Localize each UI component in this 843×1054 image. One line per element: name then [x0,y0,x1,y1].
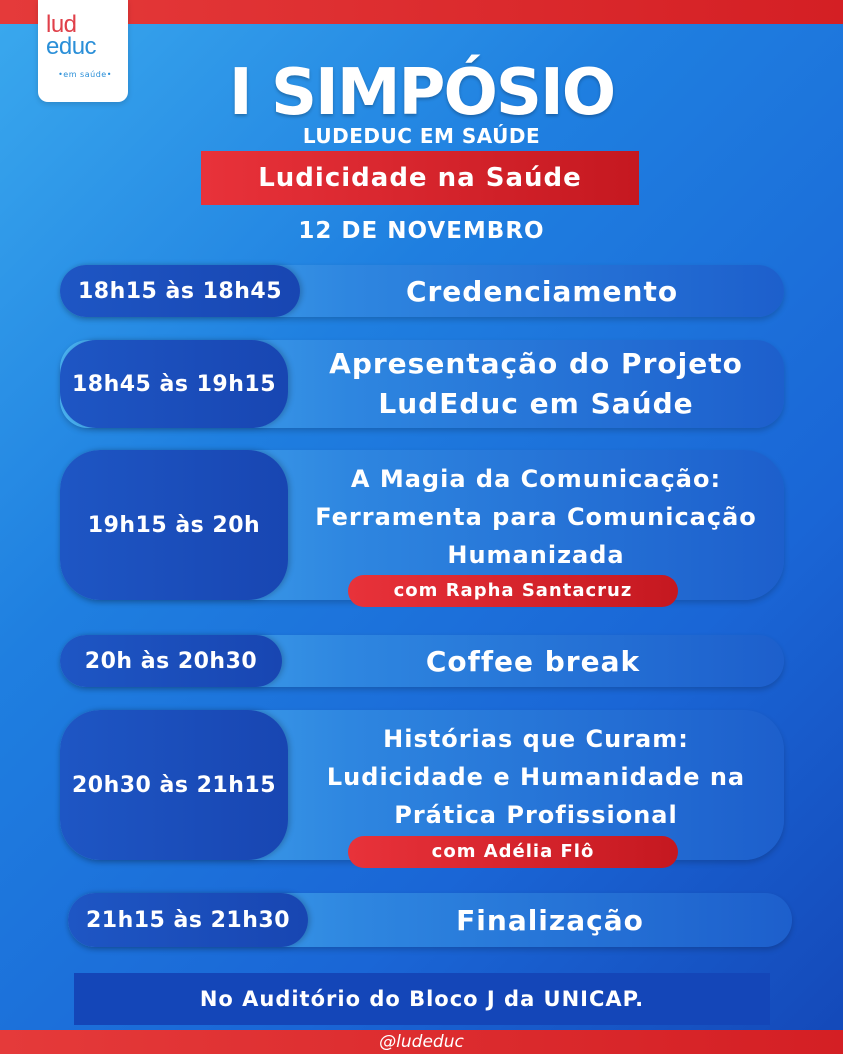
logo-line-1: lud [46,11,77,38]
time-pill: 21h15 às 21h30 [68,893,308,947]
time-pill: 18h15 às 18h45 [60,265,300,317]
session-title-line: Ludicidade e Humanidade na [326,763,746,791]
time-pill: 19h15 às 20h [60,450,288,600]
session-title-line: LudEduc em Saúde [378,387,694,420]
session-title [300,265,784,317]
event-subtitle: LUDEDUC EM SAÚDE [302,124,541,148]
schedule-row [60,265,784,317]
session-title [308,893,792,947]
session-title-line: Finalização [456,903,644,937]
speaker-badge: com Adélia Flô [348,836,678,868]
schedule-row [60,635,784,687]
session-title-line: A Magia da Comunicação: [350,465,722,493]
session-title-line: Histórias que Curam: [383,725,689,753]
event-theme-banner: Ludicidade na Saúde [201,151,639,205]
session-title-line: Credenciamento [405,274,679,308]
social-handle: @ludeduc [379,1032,464,1052]
session-title-line: Humanizada [447,541,625,569]
time-pill: 20h às 20h30 [60,635,282,687]
session-title-line: Ferramenta para Comunicação [315,503,757,531]
time-pill: 18h45 às 19h15 [60,340,288,428]
schedule-row [60,340,784,428]
schedule-row [68,893,792,947]
session-title [282,635,784,687]
logo-tagline: •em saúde• [58,70,112,79]
speaker-badge: com Rapha Santacruz [348,575,678,607]
location-banner: No Auditório do Bloco J da UNICAP. [74,973,770,1025]
event-title: I SIMPÓSIO [228,56,615,130]
logo-wordmark [46,11,122,60]
session-title [288,340,784,428]
event-date: 12 DE NOVEMBRO [298,218,545,244]
session-title-line: Prática Profissional [394,801,678,829]
time-pill: 20h30 às 21h15 [60,710,288,860]
logo-line-2: educ [46,33,97,60]
session-title-line: Apresentação do Projeto [329,347,743,380]
session-title-line: Coffee break [425,644,641,678]
